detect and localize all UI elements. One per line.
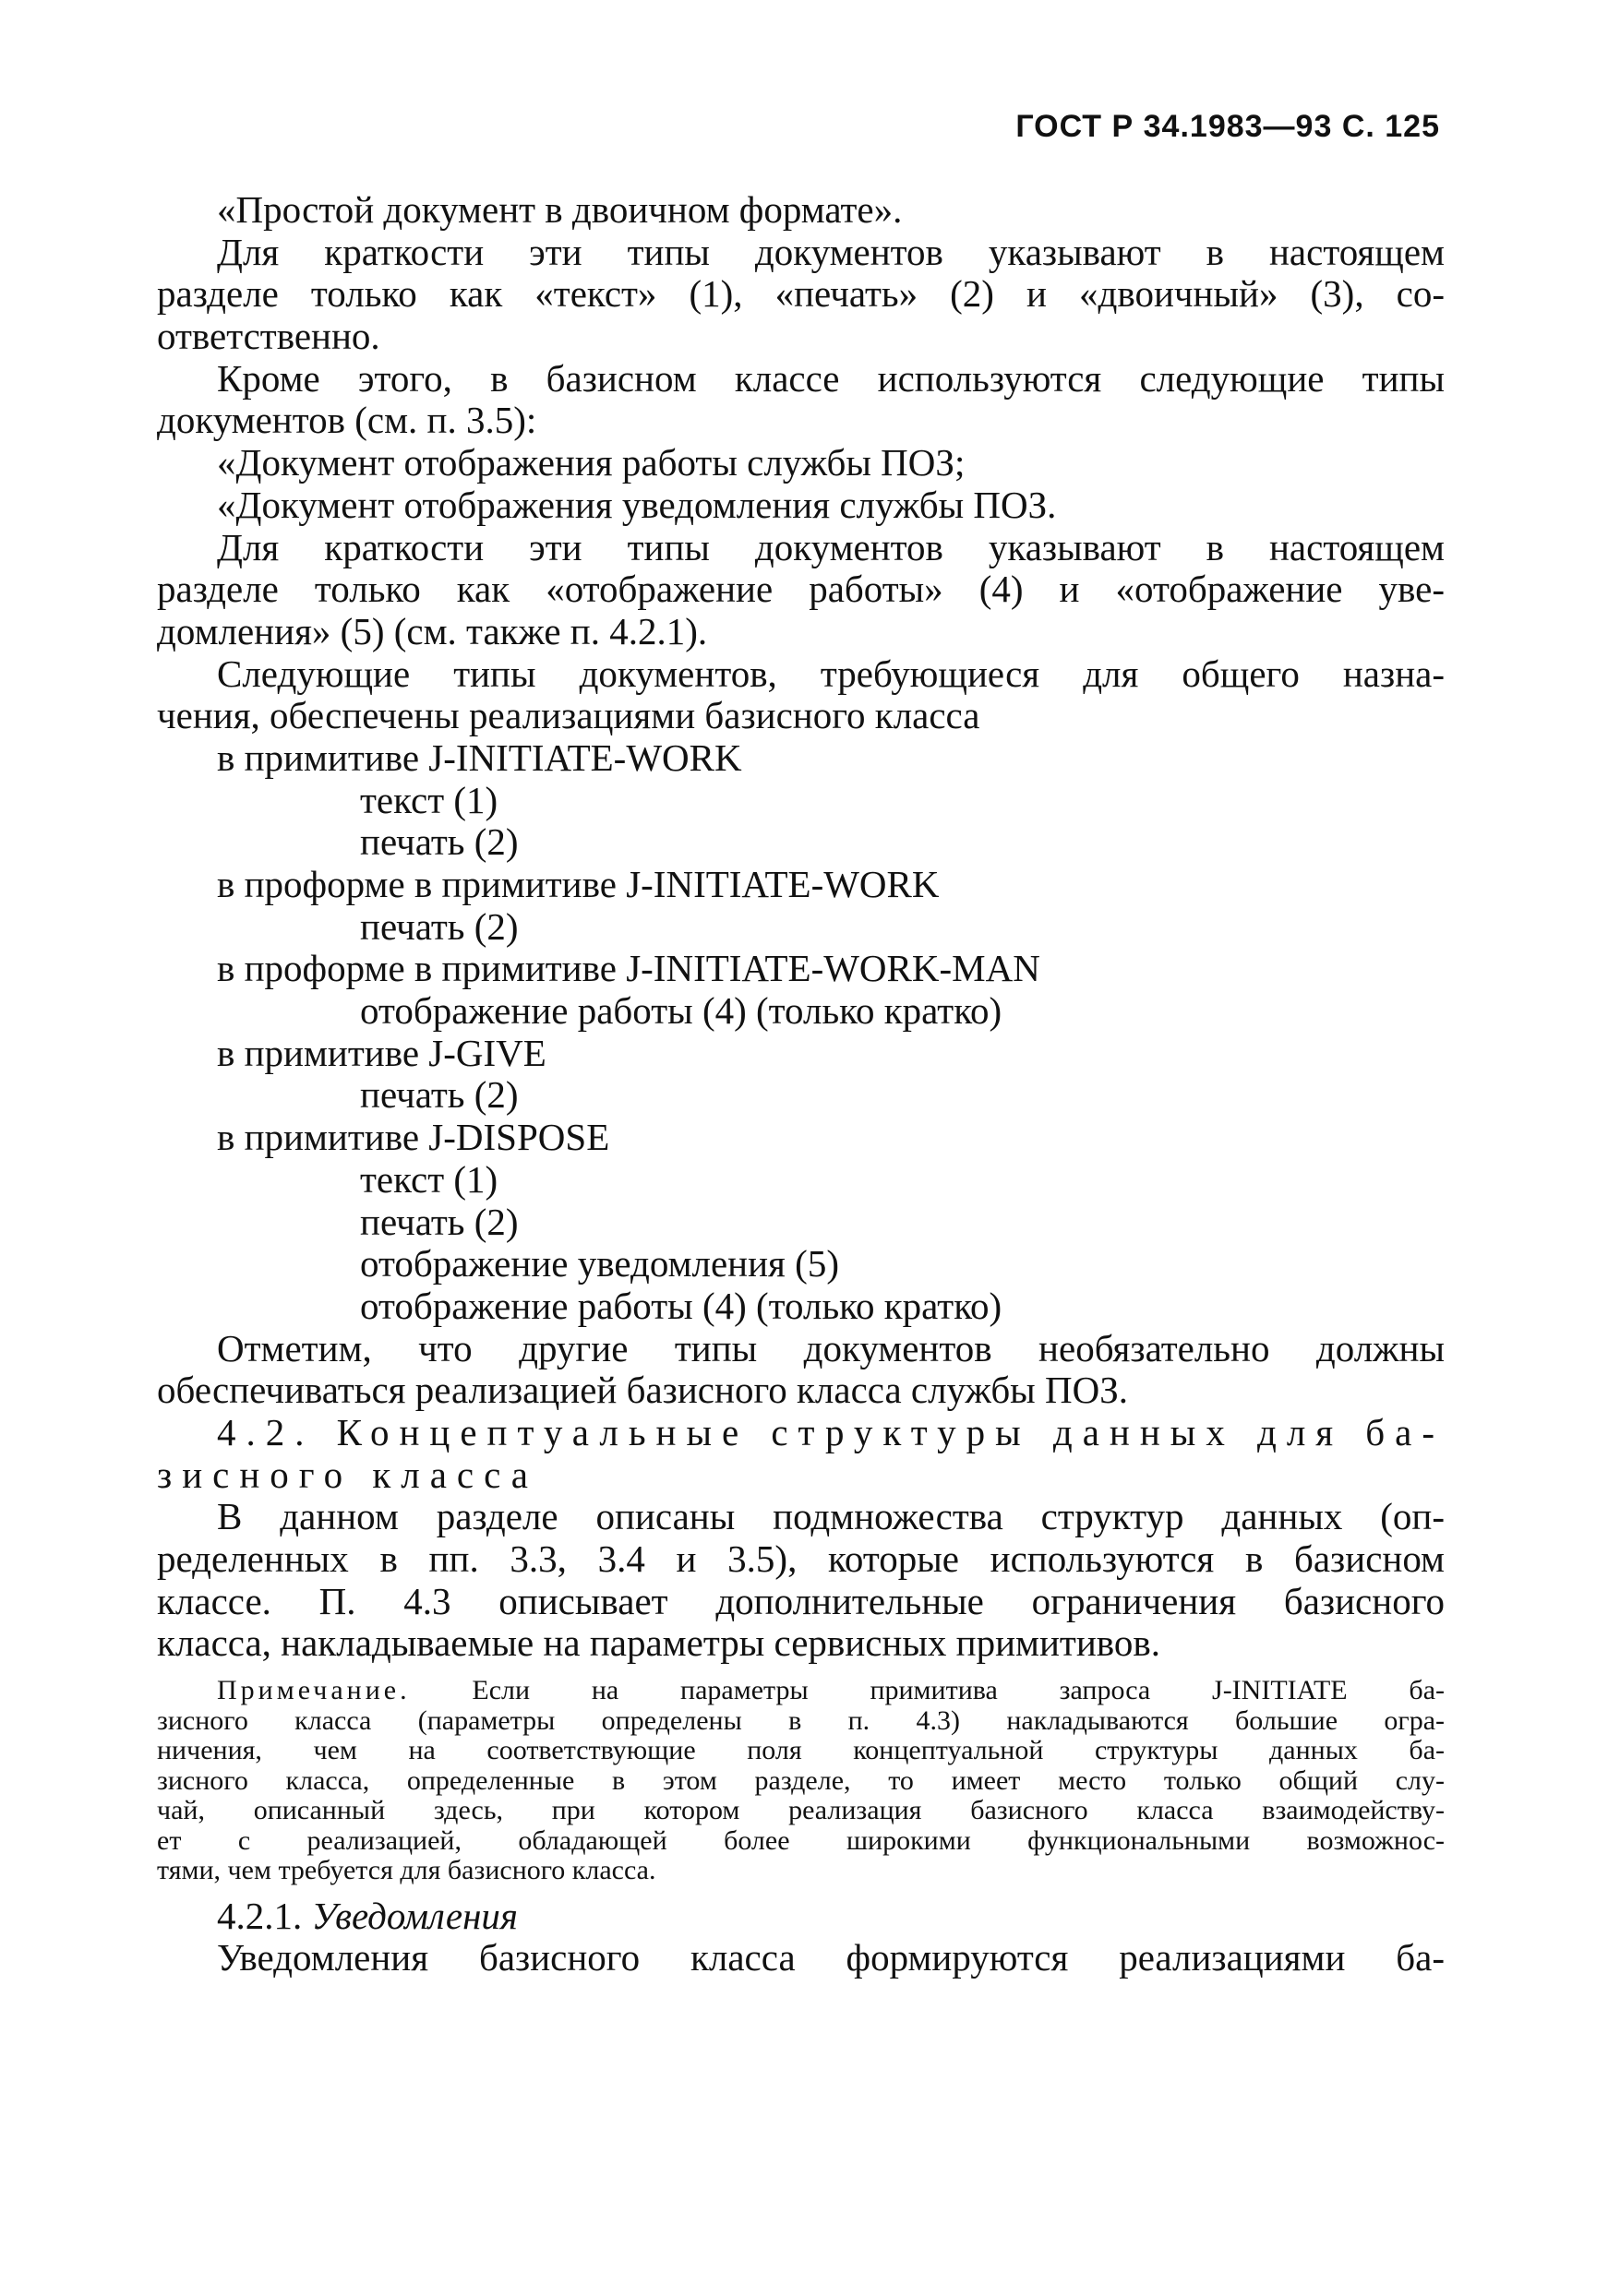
list-item-doc-type: печать (2) [360,904,519,948]
note-text: Если на параметры примитива запроса J-INITIATE ба- [472,1675,1445,1706]
list-item-primitive: в примитиве J-INITIATE-WORK [217,735,742,779]
text-line: Отметим, что другие типы документов необязательно должны [217,1326,1445,1369]
list-item-doc-type: текст (1) [360,1157,498,1201]
section-heading: 4.2. Концептуальные структуры данных для ба- [217,1410,1445,1453]
list-item-doc-type: печать (2) [360,1073,519,1117]
note-line: ничения, чем на соответствующие поля концептуальной структуры данных ба- [157,1735,1445,1766]
text-line: Для краткости эти типы документов указывают в настоящем [217,525,1445,568]
text-line: класса, накладываемые на параметры сервисных примитивов. [157,1621,1160,1665]
list-item-doc-type: отображение работы (4) (только кратко) [360,1284,1002,1327]
subsection-heading [157,1895,1445,1938]
text-line: Уведомления базисного класса формируются реализациями ба- [217,1936,1445,1979]
list-item-doc-type: отображение уведомления (5) [360,1242,839,1286]
note-line: чай, описанный здесь, при котором реализация базисного класса взаимодейству- [157,1795,1445,1826]
note-line [157,1676,1445,1706]
running-header: ГОСТ Р 34.1983—93 С. 125 [1015,109,1440,144]
text-line: чения, обеспечены реализациями базисного класса [157,694,980,737]
text-line: «Простой документ в двоичном формате». [217,188,903,231]
list-item-doc-type: печать (2) [360,1200,519,1243]
text-line: «Документ отображения работы службы ПОЗ; [217,441,966,484]
list-item-doc-type: текст (1) [360,778,498,821]
list-item-primitive: в проформе в примитиве J-INITIATE-WORK [217,863,940,905]
list-item-doc-type: печать (2) [360,820,519,864]
note-line: тями, чем требуется для базисного класса. [157,1855,656,1886]
text-line: В данном разделе описаны подмножества структур данных (оп- [217,1495,1445,1538]
text-line: обеспечиваться реализацией базисного класса службы ПОЗ. [157,1369,1128,1412]
note-line: зисного класса (параметры определены в п. 4.3) накладываются большие огра- [157,1704,1445,1736]
text-line: домления» (5) (см. также п. 4.2.1). [157,609,708,652]
text-line: Кроме этого, в базисном классе используются следующие типы [217,356,1445,400]
text-line: «Документ отображения уведомления службы ПОЗ. [217,483,1057,526]
list-item-primitive: в примитиве J-GIVE [217,1031,546,1074]
text-line: ределенных в пп. 3.3, 3.4 и 3.5), которые используются в базисном [157,1537,1445,1580]
list-item-doc-type: отображение работы (4) (только кратко) [360,989,1002,1033]
text-line: ответственно. [157,315,380,358]
text-line: классе. П. 4.3 описывает дополнительные ограничения базисного [157,1579,1445,1622]
list-item-primitive: в примитиве J-DISPOSE [217,1116,610,1159]
subsection-number: 4.2.1. [217,1894,303,1937]
note-line: ет с реализацией, обладающей более широкими функциональными возможнос- [157,1824,1445,1856]
text-line: разделе только как «отображение работы» (4) и «отображение уве- [157,568,1445,611]
list-item-primitive: в проформе в примитиве J-INITIATE-WORK-MAN [217,947,1040,990]
note-label: Примечание. [217,1675,411,1706]
section-heading: зисного класса [157,1453,538,1496]
text-line: Следующие типы документов, требующиеся для общего назна- [217,652,1445,695]
text-line: Для краткости эти типы документов указывают в настоящем [217,230,1445,273]
note-line: зисного класса, определенные в этом разделе, то имеет место только общий слу- [157,1764,1445,1796]
subsection-title: Уведомления [311,1894,518,1937]
body-text [157,189,1445,1979]
text-line: документов (см. п. 3.5): [157,399,537,442]
text-line: разделе только как «текст» (1), «печать» (2) и «двоичный» (3), со- [157,272,1445,316]
note-block [157,1676,1445,1886]
